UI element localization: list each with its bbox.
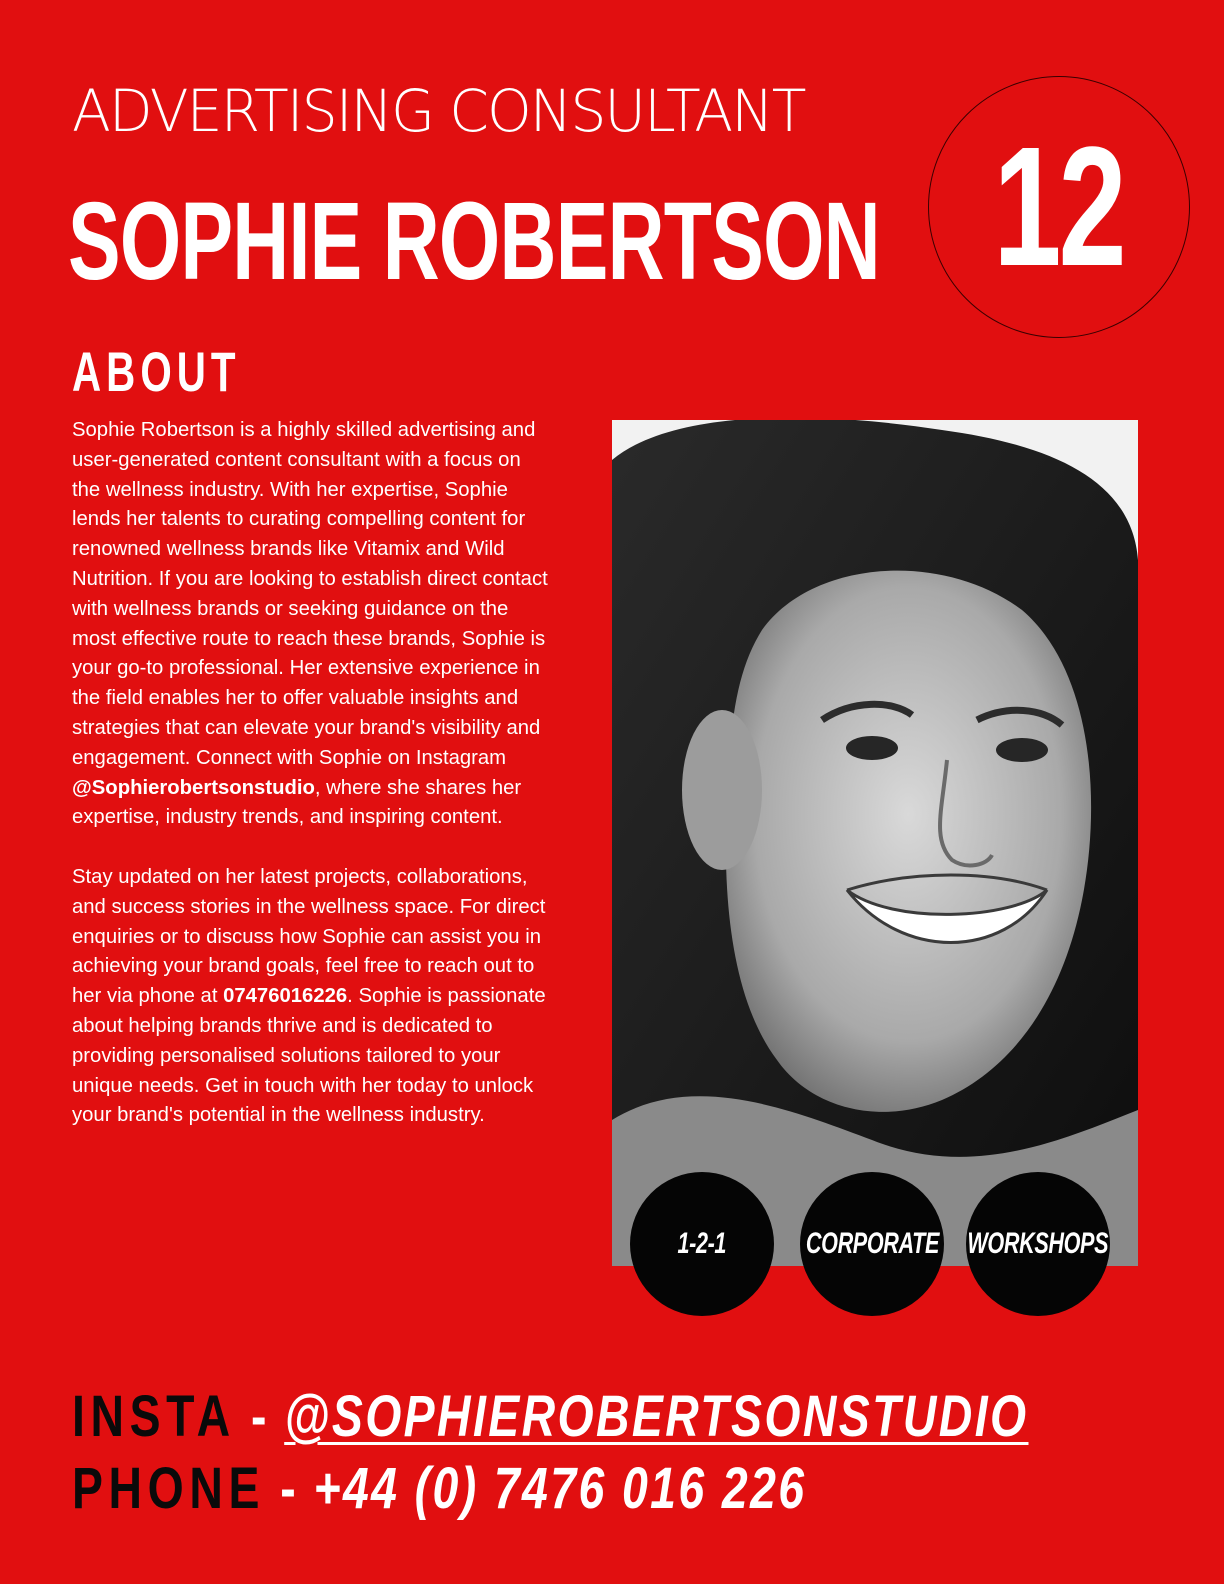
about-paragraph-2-text-b: . Sophie is passionate about helping brands thrive and is dedicated to providing personalised solutions tailored to your unique needs. Get in touch with her today to unlock your brand's potential in the wellness industry.: [72, 985, 546, 1127]
service-badge-workshops-label: WORKSHOPS: [967, 1227, 1109, 1260]
phone-link[interactable]: +44 (0) 7476 016 226: [313, 1456, 807, 1521]
service-badge-corporate: [800, 1172, 944, 1316]
service-badge-1-2-1-label: 1-2-1: [677, 1227, 727, 1260]
instagram-handle-inline[interactable]: @Sophierobertsonstudio: [72, 776, 315, 799]
about-paragraph-2-text-a: Stay updated on her latest projects, collaborations, and success stories in the wellness space. For direct enquiries or to discuss how Sophie can assist you in achieving your brand goals, feel free to reach out to her via phone at: [72, 865, 546, 1008]
portrait-illustration: [612, 420, 1138, 1266]
instagram-separator: -: [235, 1384, 285, 1449]
instagram-link[interactable]: @SOPHIEROBERTSONSTUDIO: [284, 1384, 1029, 1449]
service-badge-corporate-label: CORPORATE: [805, 1227, 939, 1260]
page-number-badge: [928, 76, 1190, 338]
instagram-label: INSTA: [72, 1384, 236, 1449]
phone-separator: -: [265, 1456, 314, 1521]
consultant-name: SOPHIE ROBERTSON: [68, 178, 880, 303]
page-number: 12: [993, 112, 1125, 302]
phone-label: PHONE: [72, 1456, 266, 1521]
about-paragraph-1-text-b: , where she shares her expertise, industry trends, and inspiring content.: [72, 776, 522, 829]
portrait-photo: [612, 420, 1138, 1266]
about-body: [72, 416, 554, 1131]
about-paragraph-2: [72, 863, 554, 1131]
service-badge-workshops: [966, 1172, 1110, 1316]
job-title: ADVERTISING CONSULTANT: [72, 77, 805, 145]
about-paragraph-1: [72, 416, 554, 833]
about-paragraph-1-text-a: Sophie Robertson is a highly skilled advertising and user-generated content consultant with a focus on the wellness industry. With her expertise, Sophie lends her talents to curating compelling content for renowned wellness brands like Vitamix and Wild Nutrition. If you are looking to establish direct contact with wellness brands or seeking guidance on the most effective route to reach these brands, Sophie is your go-to professional. Her extensive experience in the field enables her to offer valuable insights and strategies that can elevate your brand's visibility and engagement. Connect with Sophie on Instagram: [72, 419, 548, 769]
about-heading: ABOUT: [72, 340, 241, 403]
service-badge-1-2-1: [630, 1172, 774, 1316]
phone-number-inline[interactable]: 07476016226: [223, 985, 348, 1008]
instagram-contact: [72, 1384, 1029, 1449]
phone-contact: [72, 1456, 807, 1521]
